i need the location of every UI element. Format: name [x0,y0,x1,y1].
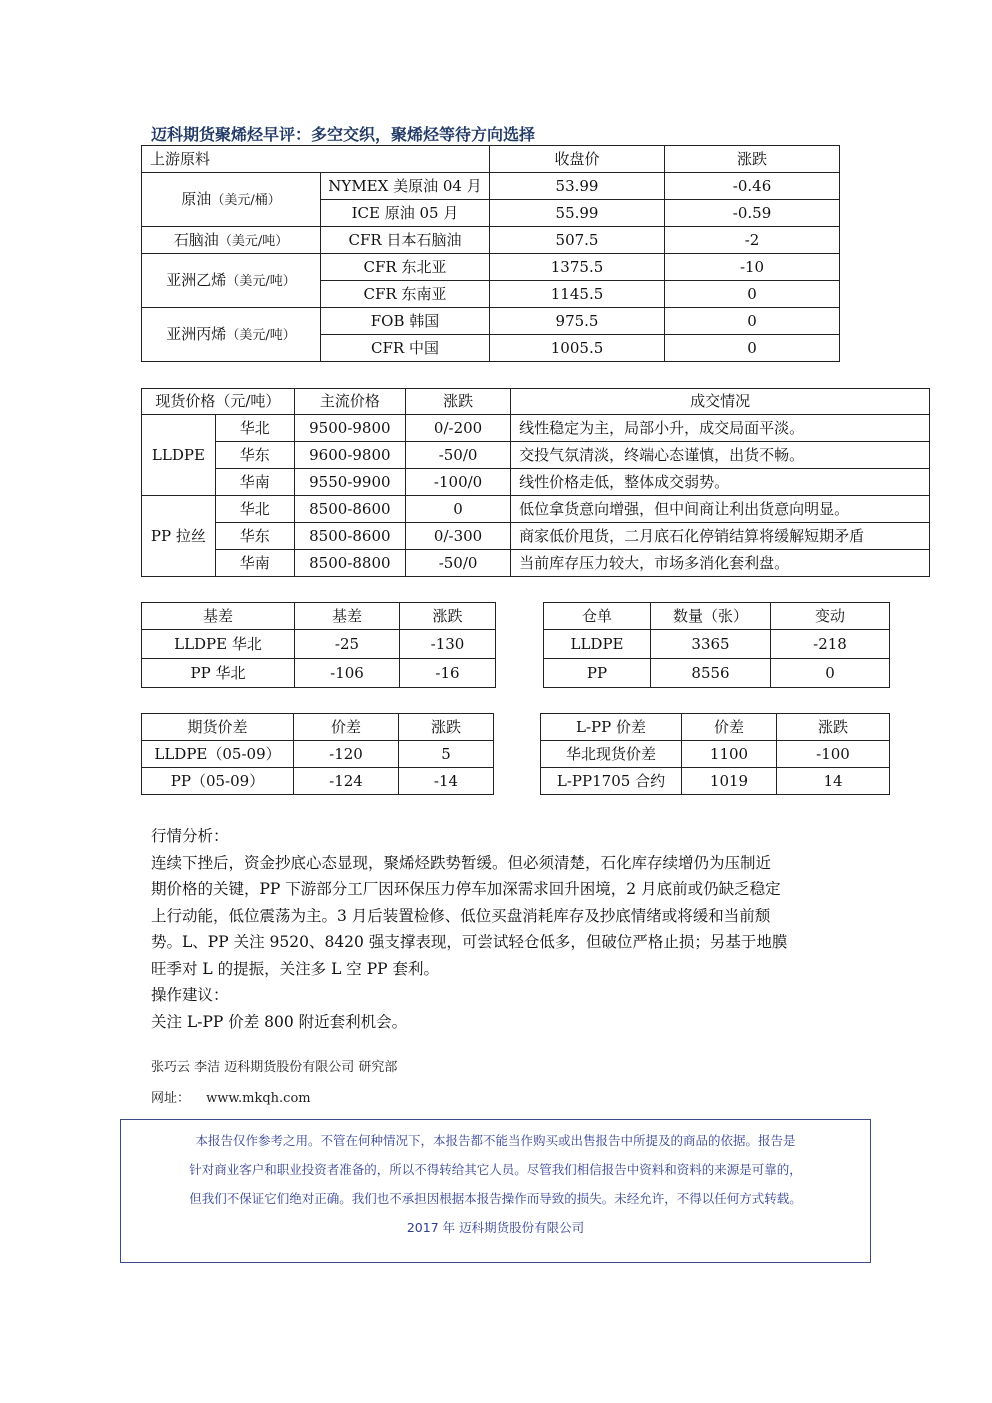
item-cell: CFR 日本石脑油 [321,227,490,254]
warehouse-name: LLDPE [544,630,651,659]
analysis-line: 连续下挫后，资金抄底心态显现，聚烯烃跌势暂缓。但必须清楚，石化库存续增仍为压制近 [151,853,772,872]
group-propylene [142,308,321,362]
price-cell: 1145.5 [490,281,665,308]
change-cell: -50/0 [405,442,510,469]
header-main-price: 主流价格 [294,389,405,415]
basis-table [141,602,496,688]
deal-cell: 低位拿货意向增强，但中间商让利出货意向明显。 [511,496,930,523]
region-cell: 华南 [215,550,294,577]
spread-change: -14 [399,768,494,795]
spot-table [141,388,930,577]
report-title: 迈科期货聚烯烃早评：多空交织，聚烯烃等待方向选择 [151,125,536,144]
analysis-line: 上行动能，低位震荡为主。3 月后装置检修、低位买盘消耗库存及抄底情绪或将缓和当前颓 [151,906,771,925]
change-cell: -100/0 [405,469,510,496]
price-cell: 9500-9800 [294,415,405,442]
basis-value: -106 [295,659,400,688]
group-crude [142,173,321,227]
change-cell: 0/-300 [405,523,510,550]
header-warehouse: 仓单 [544,603,651,630]
price-cell: 975.5 [490,308,665,335]
item-cell: FOB 韩国 [321,308,490,335]
header-change: 变动 [771,603,890,630]
basis-name: PP 华北 [142,659,295,688]
deal-cell: 商家低价甩货，二月底石化停销结算将缓解短期矛盾 [511,523,930,550]
region-cell: 华南 [215,469,294,496]
disclaimer-line: 但我们不保证它们绝对正确。我们也不承担因根据本报告操作而导致的损失。未经允许，不得以任何方式转载。 [189,1191,802,1206]
change-cell: -2 [665,227,840,254]
header-change: 涨跌 [405,389,510,415]
header-deal: 成交情况 [511,389,930,415]
analysis-heading: 行情分析： [151,827,229,845]
deal-cell: 当前库存压力较大，市场多消化套利盘。 [511,550,930,577]
group-name: 亚洲乙烯 [166,271,227,289]
basis-value: -25 [295,630,400,659]
group-name: 石脑油 [173,230,219,249]
item-cell: CFR 东北亚 [321,254,490,281]
change-cell: -10 [665,254,840,281]
price-cell: 507.5 [490,227,665,254]
change-cell: 0 [665,281,840,308]
deal-cell: 线性价格走低，整体成交弱势。 [511,469,930,496]
upstream-table [141,145,840,362]
disclaimer-line: 针对商业客户和职业投资者准备的，所以不得转给其它人员。尽管我们相信报告中资料和资料的来源是可靠的， [189,1162,802,1177]
spread-value: -124 [294,768,399,795]
item-cell: CFR 东南亚 [321,281,490,308]
authors-line: 张巧云 李洁 迈科期货股份有限公司 研究部 [151,1060,398,1075]
region-cell: 华北 [215,496,294,523]
header-spread: 价差 [682,714,777,741]
change-cell: 0/-200 [405,415,510,442]
advice-text: 关注 L-PP 价差 800 附近套利机会。 [151,1012,408,1031]
spread-value: -120 [294,741,399,768]
disclaimer-line: 本报告仅作参考之用。不管在何种情况下，本报告都不能当作购买或出售报告中所提及的商品的依据。报告是 [195,1133,796,1148]
lpp-value: 1100 [682,741,777,768]
lpp-name: L-PP1705 合约 [541,768,682,795]
lpp-change: 14 [777,768,890,795]
group-name: 原油 [181,190,212,208]
group-naphtha [142,227,321,254]
website-label: 网址： [151,1091,191,1106]
price-cell: 1005.5 [490,335,665,362]
region-cell: 华东 [215,442,294,469]
group-unit: （美元/桶） [211,193,281,208]
group-lldpe: LLDPE [142,415,216,496]
change-cell: -50/0 [405,550,510,577]
change-cell: 0 [665,308,840,335]
header-change: 涨跌 [400,603,496,630]
market-analysis [151,823,851,1035]
warehouse-quantity: 3365 [651,630,771,659]
price-cell: 1375.5 [490,254,665,281]
price-cell: 8500-8600 [294,523,405,550]
change-cell: 0 [405,496,510,523]
deal-cell: 线性稳定为主，局部小升，成交局面平淡。 [511,415,930,442]
header-basis: 基差 [142,603,295,630]
lpp-change: -100 [777,741,890,768]
item-cell: NYMEX 美原油 04 月 [321,173,490,200]
header-futures-spread: 期货价差 [142,714,294,741]
deal-cell: 交投气氛清淡，终端心态谨慎，出货不畅。 [511,442,930,469]
group-unit: （美元/吨） [226,274,296,289]
region-cell: 华东 [215,523,294,550]
header-lpp-spread: L-PP 价差 [541,714,682,741]
group-pp: PP 拉丝 [142,496,216,577]
item-cell: CFR 中国 [321,335,490,362]
warehouse-change: -218 [771,630,890,659]
price-cell: 55.99 [490,200,665,227]
disclaimer-box [120,1119,871,1263]
price-cell: 9550-9900 [294,469,405,496]
group-unit: （美元/吨） [218,233,289,249]
analysis-line: 旺季对 L 的提振，关注多 L 空 PP 套利。 [151,959,440,978]
futures-spread-table [141,713,494,795]
warehouse-table [543,602,890,688]
lpp-value: 1019 [682,768,777,795]
group-unit: （美元/吨） [226,328,296,343]
lpp-spread-table [540,713,890,795]
analysis-line: 势。L、PP 关注 9520、8420 强支撑表现，可尝试轻仓低多，但破位严格止损；另基于地膜 [151,933,788,951]
change-cell: -0.59 [665,200,840,227]
spread-name: LLDPE（05-09） [142,741,294,768]
change-cell: -0.46 [665,173,840,200]
header-spot: 现货价格（元/吨） [142,389,295,415]
spread-change: 5 [399,741,494,768]
price-cell: 53.99 [490,173,665,200]
price-cell: 8500-8800 [294,550,405,577]
header-quantity: 数量（张） [651,603,771,630]
website-link[interactable]: www.mkqh.com [206,1091,311,1106]
header-upstream: 上游原料 [142,146,490,173]
header-basis-value: 基差 [295,603,400,630]
region-cell: 华北 [215,415,294,442]
basis-change: -16 [400,659,496,688]
price-cell: 8500-8600 [294,496,405,523]
group-ethylene [142,254,321,308]
analysis-line: 期价格的关键，PP 下游部分工厂因环保压力停车加深需求回升困境，2 月底前或仍缺乏稳定 [151,880,781,898]
advice-heading: 操作建议： [151,986,229,1004]
item-cell: ICE 原油 05 月 [321,200,490,227]
basis-change: -130 [400,630,496,659]
basis-name: LLDPE 华北 [142,630,295,659]
warehouse-name: PP [544,659,651,688]
warehouse-quantity: 8556 [651,659,771,688]
header-change: 涨跌 [665,146,840,173]
group-name: 亚洲丙烯 [166,325,227,343]
copyright-line: 2017 年 迈科期货股份有限公司 [406,1220,585,1235]
price-cell: 9600-9800 [294,442,405,469]
header-change: 涨跌 [777,714,890,741]
website-line [151,1087,311,1106]
change-cell: 0 [665,335,840,362]
spread-name: PP（05-09） [142,768,294,795]
lpp-name: 华北现货价差 [541,741,682,768]
header-close-price: 收盘价 [490,146,665,173]
header-change: 涨跌 [399,714,494,741]
header-spread: 价差 [294,714,399,741]
warehouse-change: 0 [771,659,890,688]
